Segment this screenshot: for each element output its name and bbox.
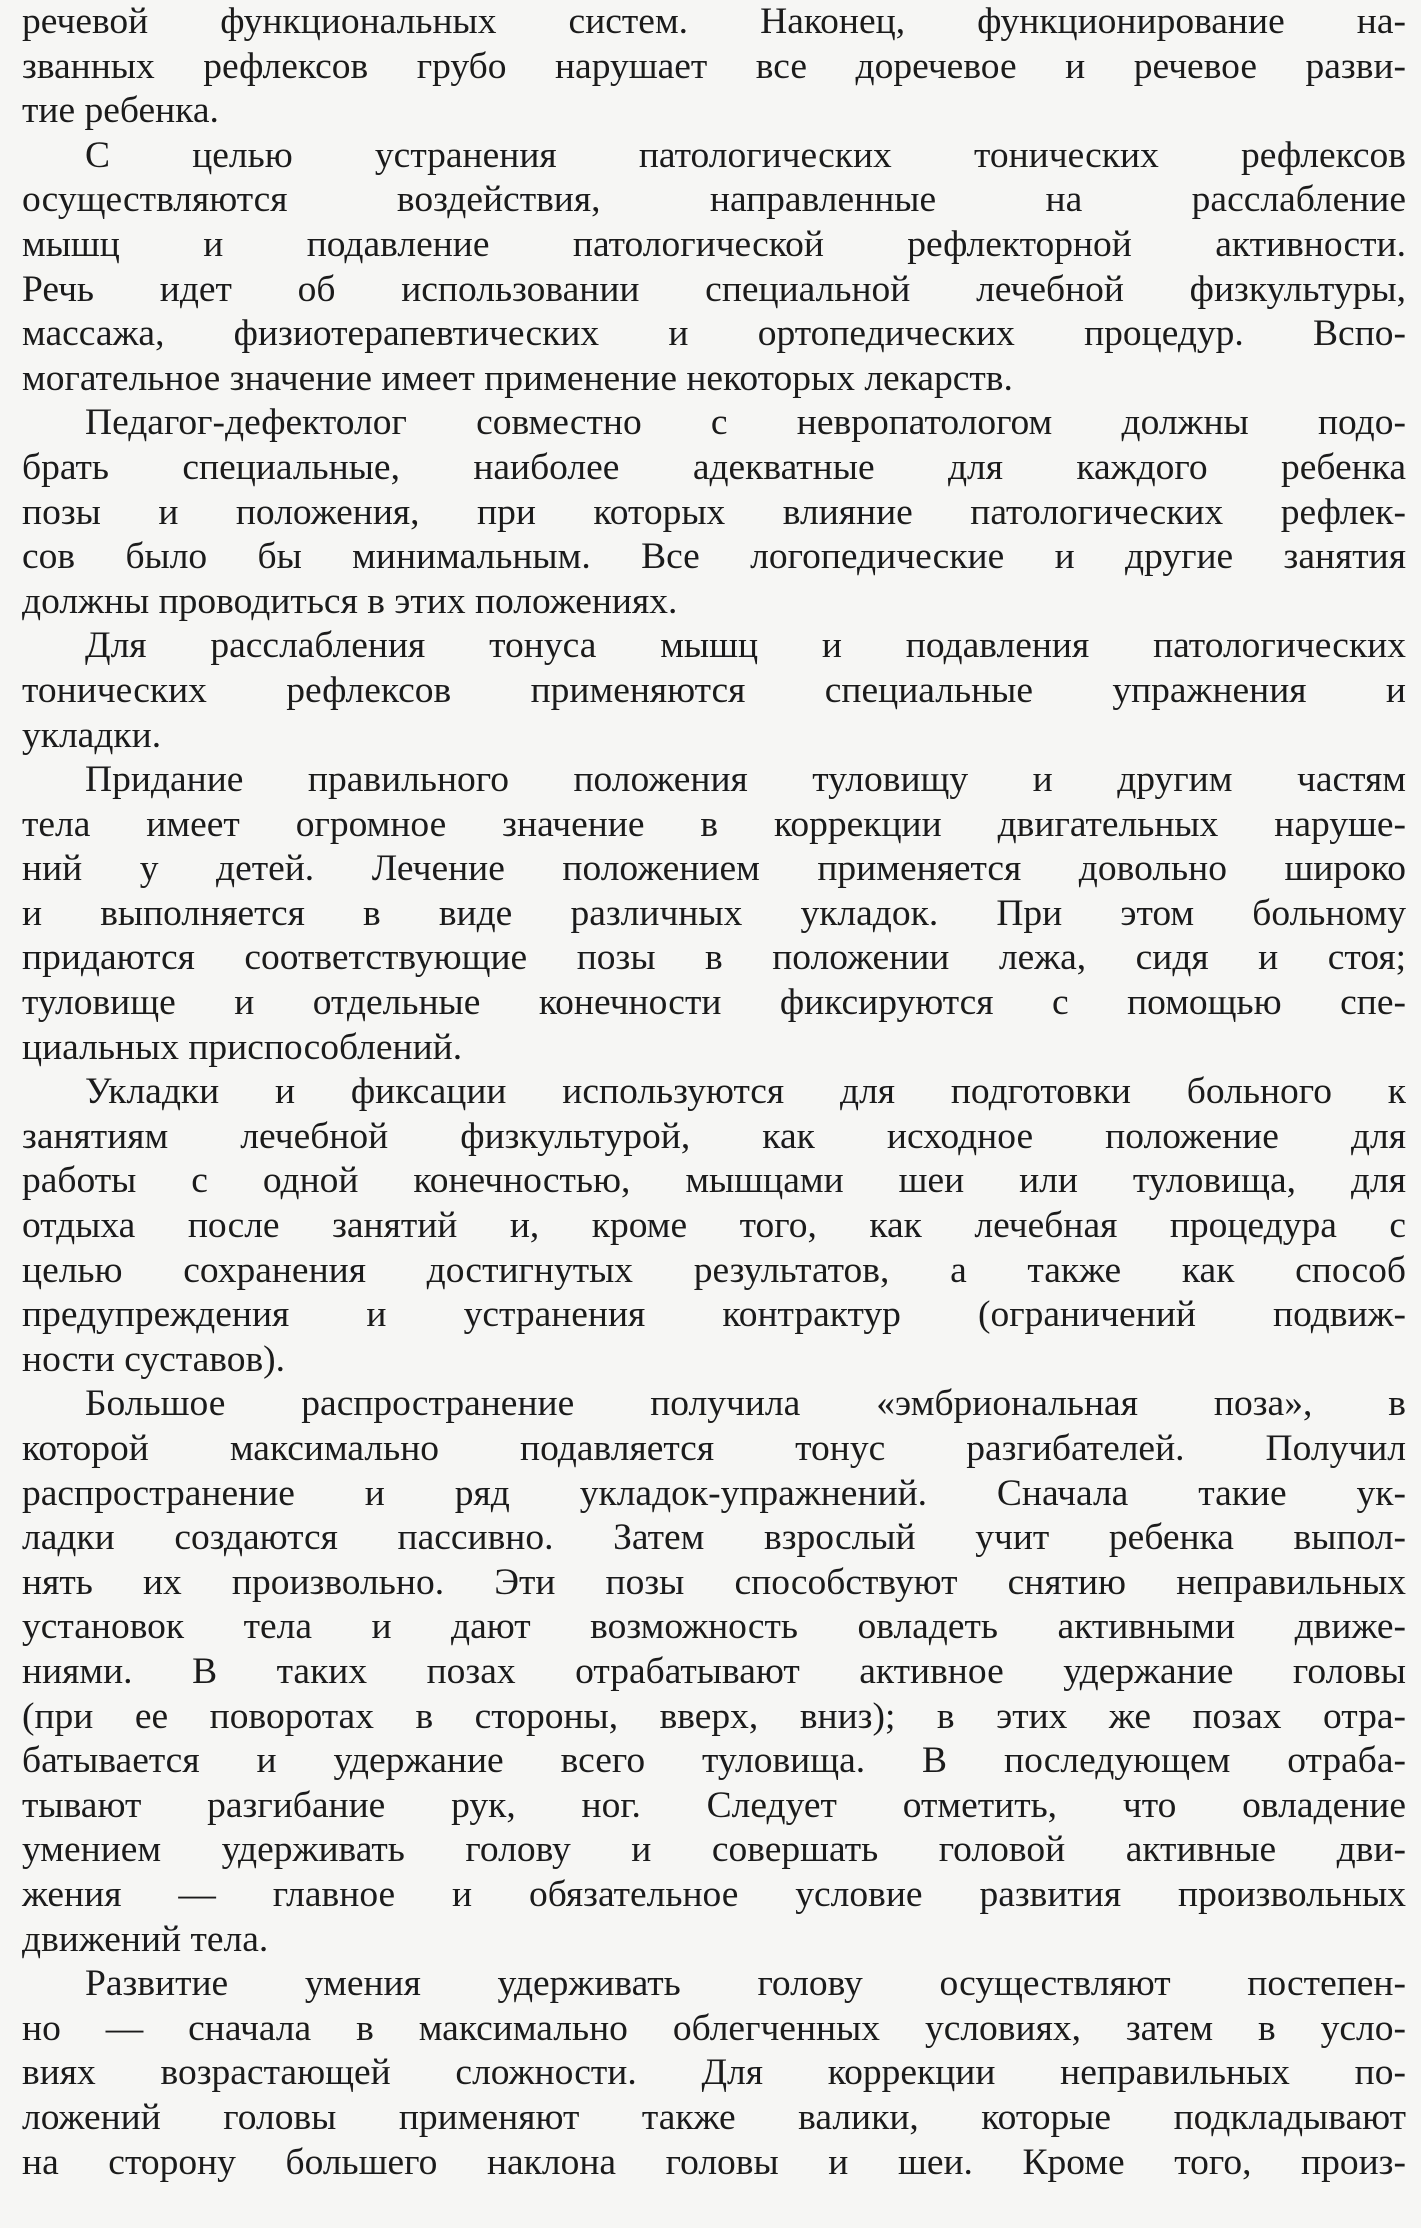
text-line: жения — главное и обязательное условие развития произвольных [22, 1873, 1406, 1915]
text-line: позы и положения, при которых влияние патологических рефлек- [22, 491, 1406, 533]
paragraph-6 [22, 1070, 1406, 1382]
text-line: движений тела. [22, 1918, 269, 1960]
text-line: виях возрастающей сложности. Для коррекции неправильных по- [22, 2052, 1406, 2094]
text-line: речевой функциональных систем. Наконец, функционирование на- [22, 1, 1406, 42]
text-line: батывается и удержание всего туловища. В последующем отраба- [22, 1740, 1406, 1782]
paragraph-4 [22, 624, 1406, 758]
text-line: должны проводиться в этих положениях. [22, 580, 678, 622]
text-line: Укладки и фиксации используются для подготовки больного к [85, 1071, 1406, 1113]
paragraph-5 [22, 758, 1406, 1070]
text-line: ний у детей. Лечение положением применяется довольно широко [22, 848, 1406, 890]
text-line: Речь идет об использовании специальной лечебной физкультуры, [22, 268, 1406, 310]
text-line: брать специальные, наиболее адекватные для каждого ребенка [22, 446, 1406, 488]
text-line: массажа, физиотерапевтических и ортопедических процедур. Вспо- [22, 313, 1406, 355]
text-line: ности суставов). [22, 1338, 286, 1380]
text-line: целью сохранения достигнутых результатов, а также как способ [22, 1249, 1406, 1291]
text-line: Большое распространение получила «эмбриональная поза», в [85, 1383, 1406, 1425]
text-line: распространение и ряд укладок-упражнений. Сначала такие ук- [22, 1472, 1406, 1514]
text-line: осуществляются воздействия, направленные на расслабление [22, 179, 1406, 221]
text-line: циальных приспособлений. [22, 1026, 463, 1068]
text-line: установок тела и дают возможность овладеть активными движе- [22, 1606, 1406, 1648]
text-line: ложений головы применяют также валики, которые подкладывают [22, 2096, 1406, 2138]
text-line: отдыха после занятий и, кроме того, как лечебная процедура с [22, 1205, 1406, 1247]
text-line: но — сначала в максимально облегченных условиях, затем в усло- [22, 2007, 1406, 2049]
text-line: тывают разгибание рук, ног. Следует отметить, что овладение [22, 1784, 1406, 1826]
text-line: (при ее поворотах в стороны, вверх, вниз); в этих же позах отра- [22, 1695, 1406, 1737]
paragraph-8 [22, 1962, 1406, 2185]
text-line: и выполняется в виде различных укладок. При этом больному [22, 892, 1406, 934]
text-line: тие ребенка. [22, 90, 219, 132]
text-line: придаются соответствующие позы в положении лежа, сидя и стоя; [22, 937, 1406, 979]
paragraph-1 [22, 0, 1406, 134]
paragraph-7 [22, 1382, 1406, 1962]
text-line: умением удерживать голову и совершать головой активные дви- [22, 1829, 1406, 1871]
text-line: Развитие умения удерживать голову осуществляют постепен- [85, 1963, 1406, 2005]
text-line: туловище и отдельные конечности фиксируются с помощью спе- [22, 982, 1406, 1024]
text-line: званных рефлексов грубо нарушает все доречевое и речевое разви- [22, 45, 1406, 87]
text-line: тонических рефлексов применяются специальные упражнения и [22, 669, 1406, 711]
paragraph-2 [22, 134, 1406, 402]
paragraph-3 [22, 401, 1406, 624]
text-line: занятиям лечебной физкультурой, как исходное положение для [22, 1115, 1406, 1157]
text-line: нять их произвольно. Эти позы способствуют снятию неправильных [22, 1561, 1406, 1603]
text-line: С целью устранения патологических тонических рефлексов [85, 134, 1406, 176]
text-line: сов было бы минимальным. Все логопедические и другие занятия [22, 536, 1406, 578]
text-line: Придание правильного положения туловищу и другим частям [85, 759, 1406, 801]
text-line: предупреждения и устранения контрактур (ограничений подвиж- [22, 1294, 1406, 1336]
text-line: на сторону большего наклона головы и шеи. Кроме того, произ- [22, 2141, 1406, 2183]
text-line: мышц и подавление патологической рефлекторной активности. [22, 223, 1406, 265]
text-line: тела имеет огромное значение в коррекции двигательных наруше- [22, 803, 1406, 845]
text-column [22, 0, 1406, 2185]
text-line: которой максимально подавляется тонус разгибателей. Получил [22, 1428, 1406, 1469]
text-line: Для расслабления тонуса мышц и подавления патологических [85, 625, 1406, 667]
text-line: ниями. В таких позах отрабатывают активное удержание головы [22, 1650, 1406, 1692]
text-line: работы с одной конечностью, мышцами шеи или туловища, для [22, 1160, 1406, 1202]
text-line: укладки. [22, 714, 162, 756]
text-line: могательное значение имеет применение некоторых лекарств. [22, 357, 1013, 399]
text-line: ладки создаются пассивно. Затем взрослый учит ребенка выпол- [22, 1517, 1406, 1559]
text-line: Педагог-дефектолог совместно с невропатологом должны подо- [85, 402, 1406, 444]
